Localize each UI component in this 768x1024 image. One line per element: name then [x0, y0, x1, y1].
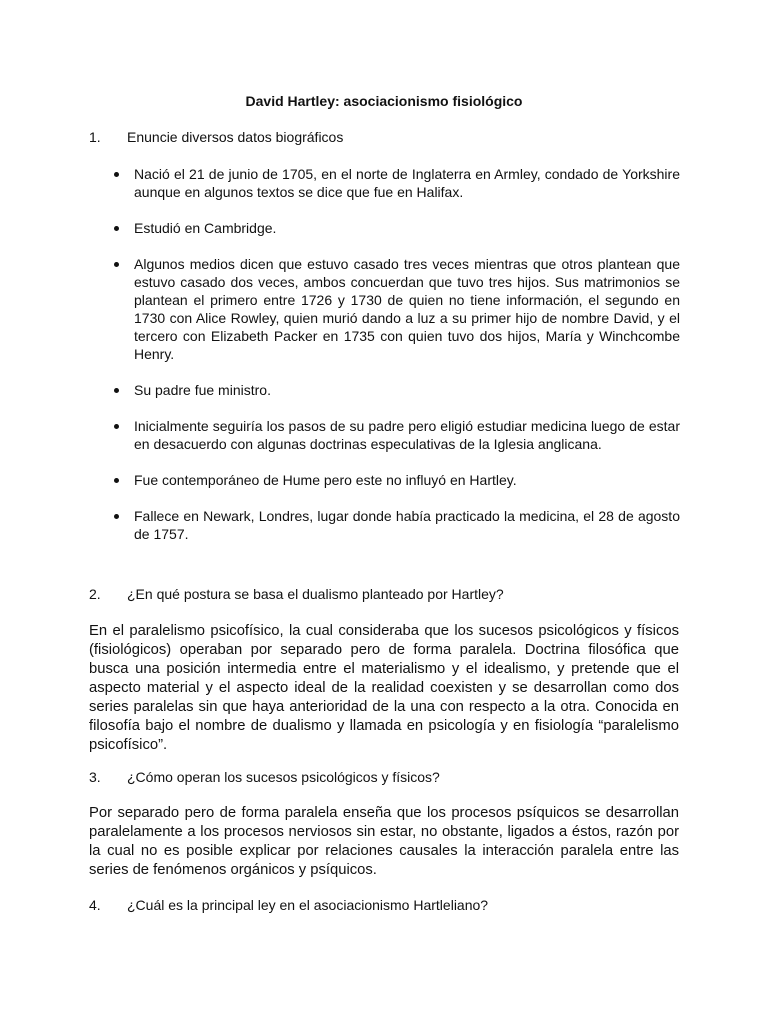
bullet-icon — [114, 514, 119, 519]
bullet-item — [112, 507, 680, 543]
bullet-text: Inicialmente seguiría los pasos de su padre pero eligió estudiar medicina luego de estar en desacuerdo con algunas doctrinas especulativas de la Iglesia anglicana. — [134, 418, 680, 452]
bullet-item — [112, 471, 680, 489]
bullet-icon — [114, 226, 119, 231]
bullet-icon — [114, 388, 119, 393]
bullet-item — [112, 417, 680, 453]
bullet-text: Nació el 21 de junio de 1705, en el norte de Inglaterra en Armley, condado de Yorkshire aunque en algunos textos se dice que fue en Halifax. — [134, 166, 680, 200]
question-text: ¿Cuál es la principal ley en el asociacionismo Hartleliano? — [127, 897, 489, 913]
bullet-text: Fallece en Newark, Londres, lugar donde había practicado la medicina, el 28 de agosto de 1757. — [134, 508, 680, 542]
bullet-item — [112, 219, 680, 237]
bullet-text: Estudió en Cambridge. — [134, 220, 277, 236]
question-number: 2. — [89, 586, 101, 602]
answer-paragraph: Por separado pero de forma paralela enseña que los procesos psíquicos se desarrollan paralelamente a los procesos nerviosos sin estar, no obstante, ligados a éstos, razón por la cual no es posible explicar por relaciones causales la interacción paralela entre las series de fenómenos orgánicos y psíquicos. — [89, 805, 679, 878]
bullet-item — [112, 381, 680, 399]
bullet-icon — [114, 424, 119, 429]
document-title: David Hartley: asociacionismo fisiológico — [245, 93, 523, 109]
question-text: Enuncie diversos datos biográficos — [127, 129, 344, 145]
question-text: ¿En qué postura se basa el dualismo planteado por Hartley? — [127, 586, 504, 602]
question-number: 3. — [89, 769, 101, 785]
bullet-icon — [114, 172, 119, 177]
bullet-item — [112, 255, 680, 363]
question-number: 4. — [89, 897, 101, 913]
bullet-icon — [114, 262, 119, 267]
answer-paragraph: En el paralelismo psicofísico, la cual consideraba que los sucesos psicológicos y físicos (fisiológicos) operaban por separado pero de forma paralela. Doctrina filosófica que busca una posición intermedia entre el materialismo y el idealismo, y pretende que el aspecto material y el aspecto ideal de la realidad coexisten y se desarrollan como dos series paralelas sin que haya anterioridad de la una con respecto a la otra. Conocida en filosofía bajo el nombre de dualismo y llamada en psicología y en fisiología “paralelismo psicofísico”. — [89, 623, 679, 753]
biography-bullet-list — [112, 165, 680, 561]
bullet-text: Su padre fue ministro. — [134, 382, 271, 398]
question-number: 1. — [89, 129, 101, 145]
bullet-text: Algunos medios dicen que estuvo casado tres veces mientras que otros plantean que estuvo casado dos veces, ambos concuerdan que tuvo tres hijos. Sus matrimonios se plantean el primero entre 1726 y 1730 de quien no tiene información, el segundo en 1730 con Alice Rowley, quien murió dando a luz a su primer hijo de nombre David, y el tercero con Elizabeth Packer en 1735 con quien tuvo dos hijos, María y Winchcombe Henry. — [134, 256, 680, 362]
bullet-text: Fue contemporáneo de Hume pero este no influyó en Hartley. — [134, 472, 517, 488]
bullet-icon — [114, 478, 119, 483]
bullet-item — [112, 165, 680, 201]
question-text: ¿Cómo operan los sucesos psicológicos y físicos? — [127, 769, 440, 785]
